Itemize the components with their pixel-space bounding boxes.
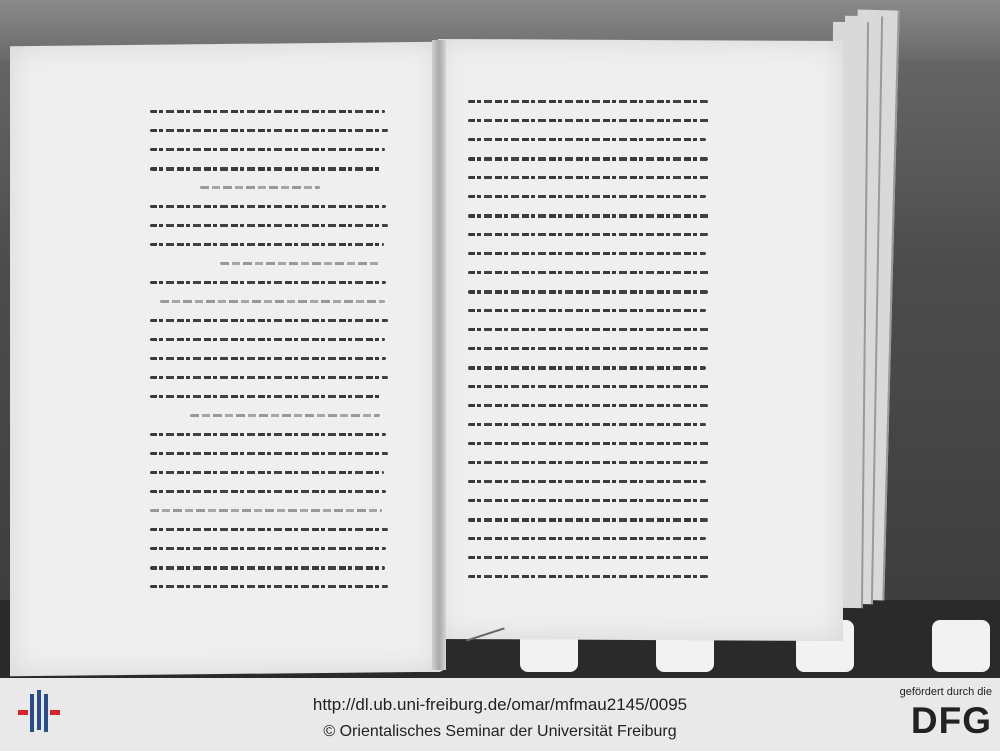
copyright-line: © Orientalisches Seminar der Universität Freiburg: [323, 723, 677, 740]
university-freiburg-logo-icon: [16, 688, 62, 736]
dfg-sponsor-logo: [880, 686, 992, 746]
image-url-line: [0, 695, 1000, 715]
manuscript-page-right: [438, 39, 843, 641]
film-perforation: [932, 620, 990, 672]
sponsor-caption: gefördert durch die: [899, 686, 992, 698]
book-gutter: [432, 40, 446, 670]
dfg-logo-icon: DFG: [910, 700, 992, 741]
credit-footer: [0, 678, 1000, 751]
image-url-link[interactable]: http://dl.ub.uni-freiburg.de/omar/mfmau2145/0095: [312, 695, 688, 714]
